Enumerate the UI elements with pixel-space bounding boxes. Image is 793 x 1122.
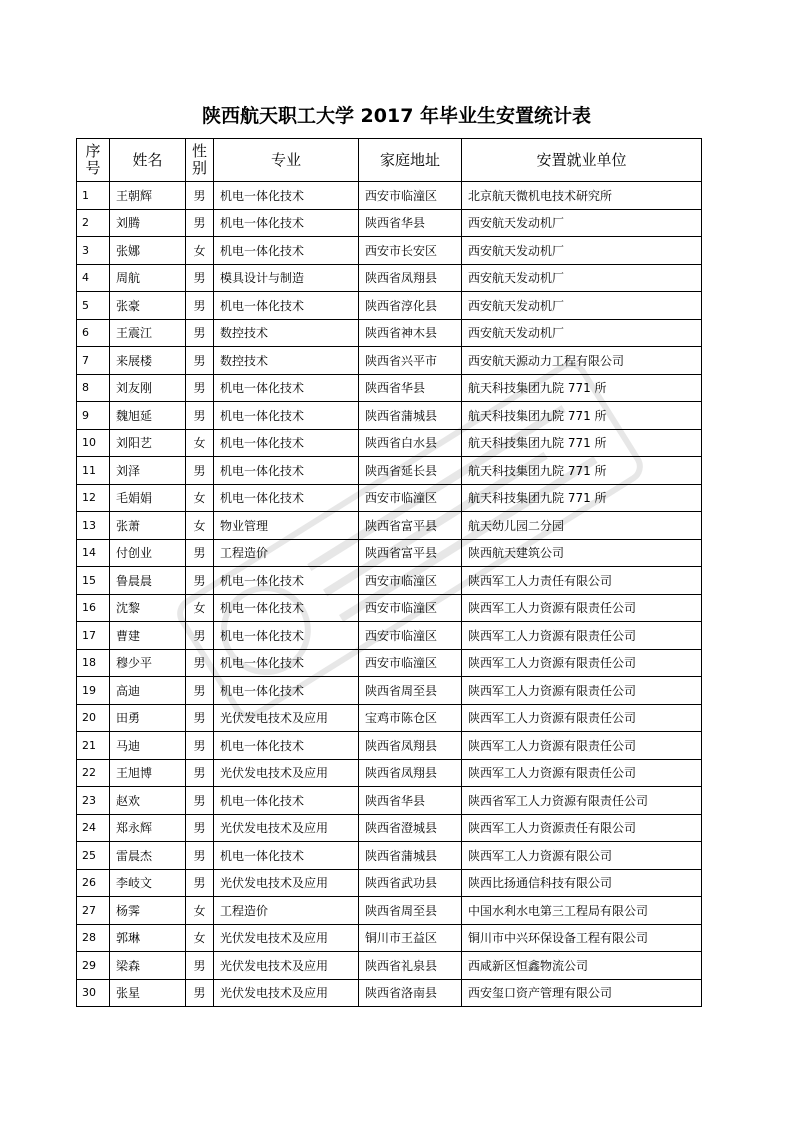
row-address: 陕西省凤翔县 [359, 264, 462, 292]
row-major: 机电一体化技术 [214, 622, 359, 650]
table-row [77, 484, 702, 512]
row-sex: 男 [186, 347, 214, 375]
row-sex: 男 [186, 402, 214, 430]
row-name: 张萧 [110, 512, 186, 540]
row-index: 12 [77, 484, 110, 512]
row-name: 刘腾 [110, 209, 186, 237]
row-major: 机电一体化技术 [214, 594, 359, 622]
table-row [77, 182, 702, 210]
row-sex: 男 [186, 182, 214, 210]
header-sex [186, 139, 214, 182]
row-name: 魏旭延 [110, 402, 186, 430]
row-index: 23 [77, 787, 110, 815]
row-major: 数控技术 [214, 319, 359, 347]
row-employer: 陕西航天建筑公司 [462, 539, 702, 567]
header-address: 家庭地址 [359, 139, 462, 182]
table-body [77, 182, 702, 1007]
row-address: 陕西省武功县 [359, 869, 462, 897]
table-row [77, 237, 702, 265]
table-row [77, 594, 702, 622]
row-address: 西安市临潼区 [359, 484, 462, 512]
table-row [77, 347, 702, 375]
table-header-row [77, 139, 702, 182]
row-name: 毛娟娟 [110, 484, 186, 512]
row-index: 19 [77, 677, 110, 705]
row-major: 光伏发电技术及应用 [214, 869, 359, 897]
row-index: 4 [77, 264, 110, 292]
row-name: 王旭博 [110, 759, 186, 787]
row-address: 陕西省富平县 [359, 539, 462, 567]
row-index: 8 [77, 374, 110, 402]
row-employer: 陕西军工人力资源有限公司 [462, 842, 702, 870]
row-sex: 女 [186, 484, 214, 512]
row-name: 鲁晨晨 [110, 567, 186, 595]
row-employer: 西安航天发动机厂 [462, 319, 702, 347]
row-address: 陕西省华县 [359, 209, 462, 237]
row-address: 陕西省蒲城县 [359, 842, 462, 870]
row-name: 田勇 [110, 704, 186, 732]
row-name: 沈黎 [110, 594, 186, 622]
row-name: 高迪 [110, 677, 186, 705]
row-name: 张星 [110, 979, 186, 1007]
row-index: 3 [77, 237, 110, 265]
row-name: 马迪 [110, 732, 186, 760]
table-row [77, 787, 702, 815]
row-major: 机电一体化技术 [214, 457, 359, 485]
row-sex: 男 [186, 732, 214, 760]
row-address: 铜川市王益区 [359, 924, 462, 952]
row-address: 陕西省周至县 [359, 677, 462, 705]
row-index: 21 [77, 732, 110, 760]
placement-table [76, 138, 702, 1007]
table-row [77, 429, 702, 457]
row-sex: 男 [186, 209, 214, 237]
row-sex: 男 [186, 567, 214, 595]
row-employer: 中国水利水电第三工程局有限公司 [462, 897, 702, 925]
row-major: 机电一体化技术 [214, 209, 359, 237]
row-sex: 男 [186, 457, 214, 485]
row-employer: 陕西军工人力资源有限责任公司 [462, 649, 702, 677]
table-row [77, 814, 702, 842]
row-index: 30 [77, 979, 110, 1007]
row-employer: 航天幼儿园二分园 [462, 512, 702, 540]
row-employer: 西安航天源动力工程有限公司 [462, 347, 702, 375]
row-sex: 男 [186, 649, 214, 677]
row-major: 机电一体化技术 [214, 842, 359, 870]
row-major: 数控技术 [214, 347, 359, 375]
row-major: 光伏发电技术及应用 [214, 704, 359, 732]
row-major: 机电一体化技术 [214, 677, 359, 705]
row-sex: 男 [186, 952, 214, 980]
row-major: 物业管理 [214, 512, 359, 540]
table-row [77, 649, 702, 677]
row-name: 郑永辉 [110, 814, 186, 842]
row-major: 机电一体化技术 [214, 484, 359, 512]
table-row [77, 539, 702, 567]
row-index: 18 [77, 649, 110, 677]
row-address: 陕西省延长县 [359, 457, 462, 485]
table-row [77, 622, 702, 650]
row-name: 雷晨杰 [110, 842, 186, 870]
row-employer: 陕西军工人力资源有限责任公司 [462, 594, 702, 622]
row-employer: 西安航天发动机厂 [462, 292, 702, 320]
row-index: 2 [77, 209, 110, 237]
row-address: 西安市临潼区 [359, 622, 462, 650]
row-name: 穆少平 [110, 649, 186, 677]
row-sex: 男 [186, 539, 214, 567]
row-major: 光伏发电技术及应用 [214, 924, 359, 952]
row-sex: 女 [186, 429, 214, 457]
row-address: 陕西省礼泉县 [359, 952, 462, 980]
row-index: 5 [77, 292, 110, 320]
row-employer: 航天科技集团九院 771 所 [462, 484, 702, 512]
row-major: 机电一体化技术 [214, 732, 359, 760]
header-sex-top: 性 [191, 142, 207, 160]
row-major: 工程造价 [214, 897, 359, 925]
row-address: 陕西省澄城县 [359, 814, 462, 842]
row-major: 机电一体化技术 [214, 402, 359, 430]
table-row [77, 209, 702, 237]
row-name: 王朝辉 [110, 182, 186, 210]
row-name: 张豪 [110, 292, 186, 320]
row-major: 机电一体化技术 [214, 292, 359, 320]
header-employer: 安置就业单位 [462, 139, 702, 182]
row-employer: 西安航天发动机厂 [462, 264, 702, 292]
row-address: 陕西省富平县 [359, 512, 462, 540]
row-name: 梁森 [110, 952, 186, 980]
document-title: 陕西航天职工大学 2017 年毕业生安置统计表 [201, 105, 592, 127]
row-index: 13 [77, 512, 110, 540]
row-major: 光伏发电技术及应用 [214, 979, 359, 1007]
row-name: 王震江 [110, 319, 186, 347]
row-employer: 航天科技集团九院 771 所 [462, 457, 702, 485]
table-row [77, 897, 702, 925]
table-row [77, 732, 702, 760]
row-index: 22 [77, 759, 110, 787]
row-sex: 男 [186, 292, 214, 320]
row-employer: 陕西军工人力资源有限责任公司 [462, 732, 702, 760]
row-address: 陕西省华县 [359, 374, 462, 402]
row-major: 光伏发电技术及应用 [214, 759, 359, 787]
table-row [77, 402, 702, 430]
table-row [77, 869, 702, 897]
row-employer: 陕西军工人力资源有限责任公司 [462, 704, 702, 732]
table-row [77, 512, 702, 540]
header-sex-bottom: 别 [191, 159, 207, 177]
row-name: 刘友刚 [110, 374, 186, 402]
row-name: 刘泽 [110, 457, 186, 485]
row-index: 27 [77, 897, 110, 925]
row-address: 西安市长安区 [359, 237, 462, 265]
row-address: 陕西省凤翔县 [359, 759, 462, 787]
table-row [77, 842, 702, 870]
row-sex: 女 [186, 594, 214, 622]
row-index: 14 [77, 539, 110, 567]
row-employer: 航天科技集团九院 771 所 [462, 374, 702, 402]
row-employer: 西安航天发动机厂 [462, 209, 702, 237]
row-employer: 陕西军工人力资源有限责任公司 [462, 622, 702, 650]
row-employer: 西安玺口资产管理有限公司 [462, 979, 702, 1007]
row-name: 来展楼 [110, 347, 186, 375]
row-name: 付创业 [110, 539, 186, 567]
row-name: 赵欢 [110, 787, 186, 815]
row-index: 9 [77, 402, 110, 430]
row-major: 机电一体化技术 [214, 374, 359, 402]
row-employer: 陕西军工人力资源有限责任公司 [462, 759, 702, 787]
row-employer: 铜川市中兴环保设备工程有限公司 [462, 924, 702, 952]
row-sex: 男 [186, 374, 214, 402]
row-address: 陕西省洛南县 [359, 979, 462, 1007]
row-sex: 男 [186, 979, 214, 1007]
table-row [77, 264, 702, 292]
header-index [77, 139, 110, 182]
row-address: 陕西省华县 [359, 787, 462, 815]
row-index: 29 [77, 952, 110, 980]
row-index: 16 [77, 594, 110, 622]
row-major: 工程造价 [214, 539, 359, 567]
row-index: 10 [77, 429, 110, 457]
header-index-top: 序 [85, 142, 101, 160]
row-major: 机电一体化技术 [214, 787, 359, 815]
row-index: 26 [77, 869, 110, 897]
row-address: 陕西省凤翔县 [359, 732, 462, 760]
row-index: 28 [77, 924, 110, 952]
row-address: 西安市临潼区 [359, 182, 462, 210]
row-index: 17 [77, 622, 110, 650]
row-index: 11 [77, 457, 110, 485]
row-major: 机电一体化技术 [214, 182, 359, 210]
row-address: 宝鸡市陈仓区 [359, 704, 462, 732]
row-sex: 女 [186, 237, 214, 265]
table-row [77, 979, 702, 1007]
row-address: 西安市临潼区 [359, 594, 462, 622]
row-sex: 男 [186, 814, 214, 842]
row-index: 15 [77, 567, 110, 595]
row-index: 7 [77, 347, 110, 375]
row-sex: 女 [186, 924, 214, 952]
row-employer: 西安航天发动机厂 [462, 237, 702, 265]
header-name: 姓名 [110, 139, 186, 182]
row-address: 陕西省淳化县 [359, 292, 462, 320]
row-sex: 男 [186, 677, 214, 705]
row-employer: 航天科技集团九院 771 所 [462, 402, 702, 430]
row-major: 机电一体化技术 [214, 237, 359, 265]
table-row [77, 319, 702, 347]
row-employer: 陕西军工人力资源责任有限公司 [462, 814, 702, 842]
row-major: 机电一体化技术 [214, 429, 359, 457]
row-employer: 陕西省军工人力资源有限责任公司 [462, 787, 702, 815]
row-address: 陕西省周至县 [359, 897, 462, 925]
row-major: 光伏发电技术及应用 [214, 952, 359, 980]
row-employer: 航天科技集团九院 771 所 [462, 429, 702, 457]
row-major: 机电一体化技术 [214, 567, 359, 595]
row-index: 24 [77, 814, 110, 842]
row-address: 陕西省神木县 [359, 319, 462, 347]
table-row [77, 457, 702, 485]
row-index: 20 [77, 704, 110, 732]
row-name: 刘阳艺 [110, 429, 186, 457]
row-major: 光伏发电技术及应用 [214, 814, 359, 842]
row-sex: 男 [186, 319, 214, 347]
row-major: 模具设计与制造 [214, 264, 359, 292]
header-major: 专业 [214, 139, 359, 182]
row-employer: 陕西军工人力责任有限公司 [462, 567, 702, 595]
row-sex: 男 [186, 869, 214, 897]
table-row [77, 704, 702, 732]
row-index: 1 [77, 182, 110, 210]
row-name: 李岐文 [110, 869, 186, 897]
table-row [77, 759, 702, 787]
row-employer: 西咸新区恒鑫物流公司 [462, 952, 702, 980]
row-index: 25 [77, 842, 110, 870]
table-row [77, 567, 702, 595]
table-row [77, 292, 702, 320]
row-sex: 男 [186, 759, 214, 787]
row-sex: 男 [186, 622, 214, 650]
row-name: 郭琳 [110, 924, 186, 952]
row-employer: 北京航天微机电技术研究所 [462, 182, 702, 210]
row-sex: 男 [186, 704, 214, 732]
row-address: 陕西省蒲城县 [359, 402, 462, 430]
row-sex: 男 [186, 264, 214, 292]
header-index-bottom: 号 [85, 159, 101, 177]
row-sex: 女 [186, 512, 214, 540]
row-address: 西安市临潼区 [359, 567, 462, 595]
row-sex: 女 [186, 897, 214, 925]
table-row [77, 952, 702, 980]
row-employer: 陕西军工人力资源有限责任公司 [462, 677, 702, 705]
table-row [77, 677, 702, 705]
row-address: 陕西省白水县 [359, 429, 462, 457]
table-row [77, 924, 702, 952]
row-name: 杨霁 [110, 897, 186, 925]
row-name: 曹建 [110, 622, 186, 650]
row-major: 机电一体化技术 [214, 649, 359, 677]
row-address: 陕西省兴平市 [359, 347, 462, 375]
row-name: 周航 [110, 264, 186, 292]
row-employer: 陕西比扬通信科技有限公司 [462, 869, 702, 897]
row-index: 6 [77, 319, 110, 347]
row-sex: 男 [186, 842, 214, 870]
row-sex: 男 [186, 787, 214, 815]
table-row [77, 374, 702, 402]
row-address: 西安市临潼区 [359, 649, 462, 677]
row-name: 张娜 [110, 237, 186, 265]
